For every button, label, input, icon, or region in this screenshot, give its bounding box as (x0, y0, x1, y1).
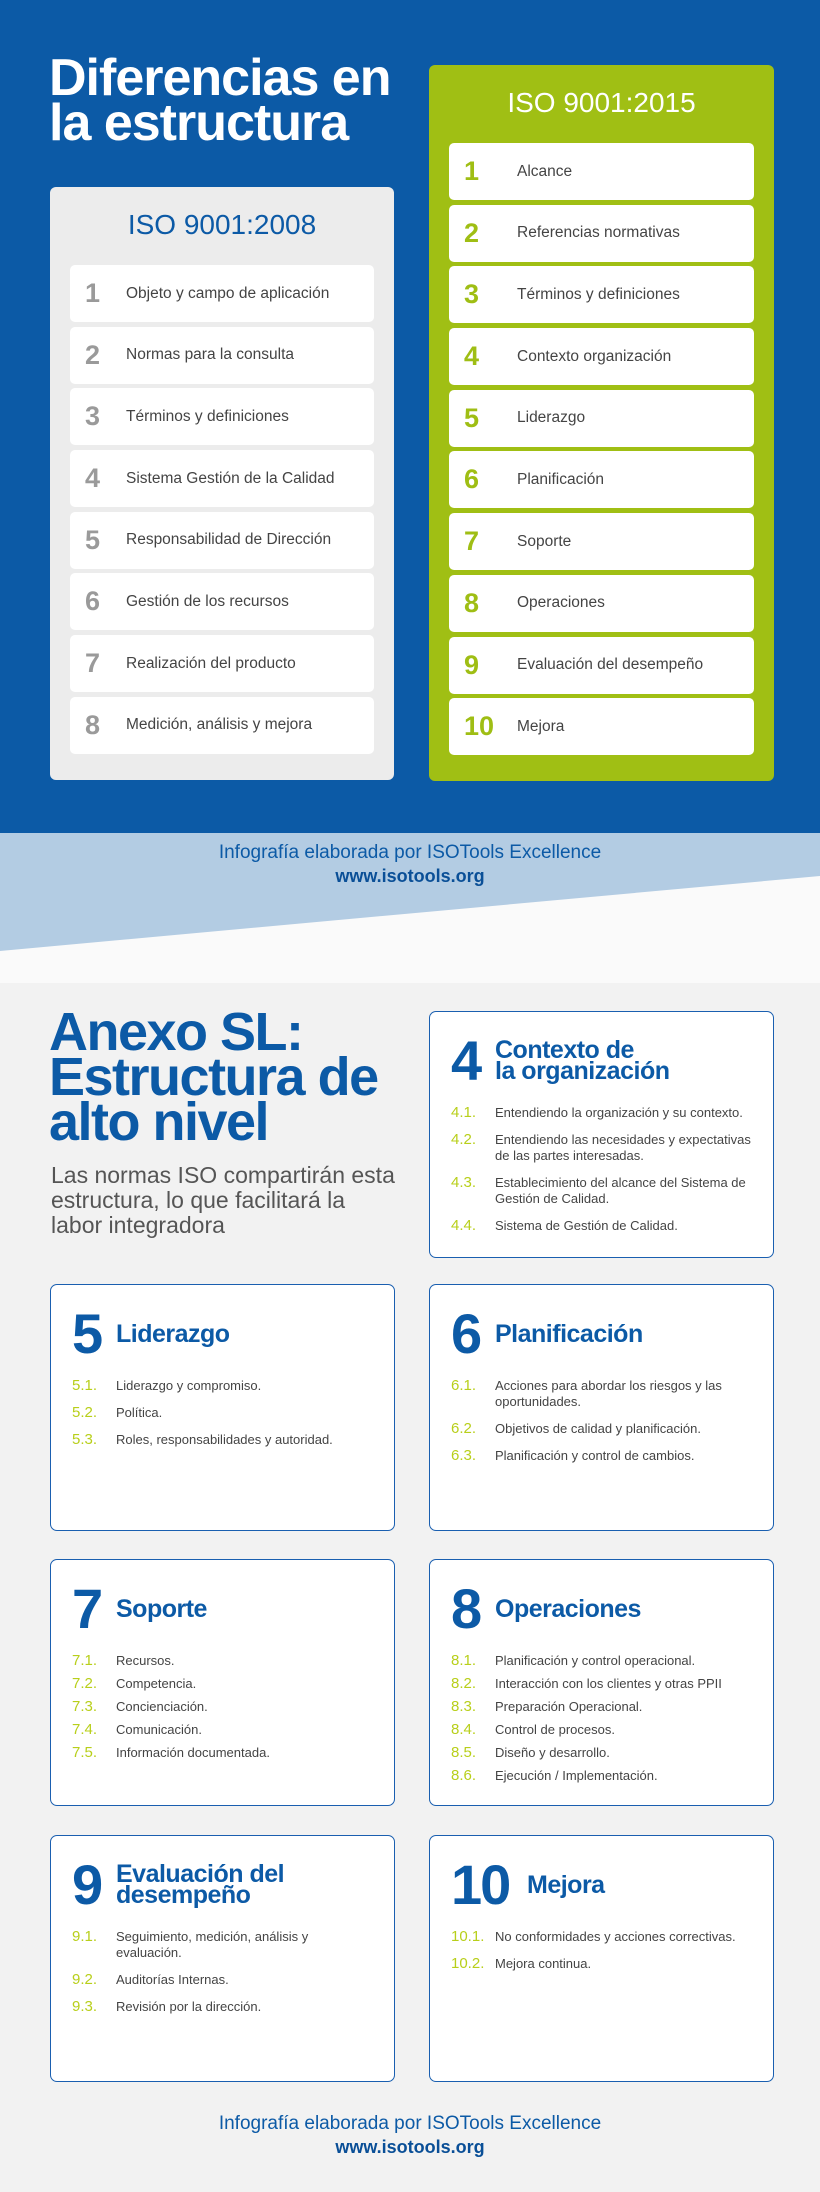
subclause-text: Información documentada. (116, 1745, 270, 1760)
subclause-number: 7.4. (72, 1721, 98, 1738)
clause-row (449, 390, 754, 447)
subclause-number: 4.3. (451, 1174, 477, 1191)
subclause-number: 6.2. (451, 1420, 477, 1437)
subclause-number: 9.2. (72, 1971, 98, 1988)
subclause-item (451, 1378, 753, 1410)
clause-number: 1 (464, 156, 480, 186)
card-title (116, 1860, 285, 1909)
credit-top (0, 841, 820, 887)
title-line: alto nivel (49, 1092, 269, 1152)
subclause-text: Ejecución / Implementación. (495, 1768, 658, 1783)
subclause-text: Preparación Operacional. (495, 1699, 643, 1714)
subclause-number: 8.2. (451, 1675, 477, 1692)
subclause-number: 6.3. (451, 1447, 477, 1464)
clause-card-8 (429, 1559, 774, 1806)
clause-number: 10 (464, 711, 495, 742)
subclause-text: Acciones para abordar los riesgos y las oportunidades. (495, 1378, 722, 1409)
subclause-list (72, 1653, 374, 1761)
card-header (72, 1302, 374, 1365)
iso-2015-panel (429, 65, 774, 781)
credit-bottom (0, 2112, 820, 2158)
card-title-line: Planificación (495, 1319, 643, 1348)
subclause-number: 8.1. (451, 1652, 477, 1669)
subclause-text: Comunicación. (116, 1722, 202, 1737)
subclause-item (72, 1653, 374, 1669)
panel-header: ISO 9001:2015 (507, 87, 696, 118)
clause-label: Referencias normativas (517, 224, 680, 242)
clause-number: 8 (85, 709, 101, 740)
clause-label: Términos y definiciones (126, 407, 289, 425)
clause-number: 6 (85, 586, 101, 617)
subclause-text: Objetivos de calidad y planificación. (495, 1421, 701, 1436)
card-title-line: Operaciones (495, 1594, 641, 1623)
subclause-text: Sistema de Gestión de Calidad. (495, 1218, 678, 1233)
clause-row (70, 327, 374, 384)
clause-label: Liderazgo (517, 409, 586, 427)
subclause-list (72, 1378, 374, 1448)
anexo-subtitle: Las normas ISO compartirán esta estructura, lo que facilitará la labor integradora (51, 1162, 395, 1238)
subclause-item (72, 1378, 374, 1394)
card-title-line: Liderazgo (116, 1319, 230, 1348)
subclause-number: 8.5. (451, 1744, 477, 1761)
subclause-item (451, 1956, 753, 1972)
card-title-line: Mejora (527, 1870, 605, 1899)
subclause-text: No conformidades y acciones correctivas. (495, 1929, 736, 1944)
title-line: Anexo SL: (49, 1002, 303, 1062)
clause-row (70, 573, 374, 630)
subclause-number: 8.6. (451, 1767, 477, 1784)
subclause-text: Auditorías Internas. (116, 1972, 229, 1987)
subclause-item (72, 1405, 374, 1421)
subclause-text: Competencia. (116, 1676, 197, 1691)
card-title-line: Soporte (116, 1594, 207, 1623)
subclause-number: 8.3. (451, 1698, 477, 1715)
subclause-list (451, 1653, 753, 1784)
card-header (451, 1577, 753, 1640)
card-title (495, 1594, 641, 1623)
subclause-item (72, 1722, 374, 1738)
clause-row (449, 205, 754, 262)
clause-label: Términos y definiciones (517, 285, 680, 303)
subclause-text: Concienciación. (116, 1699, 208, 1714)
clause-row (70, 512, 374, 569)
clause-row (449, 266, 754, 323)
title-line: Estructura de (49, 1047, 378, 1107)
subclause-number: 7.2. (72, 1675, 98, 1692)
credit-text: Infografía elaborada por ISOTools Excellence (218, 842, 602, 863)
clause-card-6 (429, 1284, 774, 1531)
title-line: la estructura (49, 94, 349, 152)
card-header (72, 1853, 374, 1916)
subclause-list (451, 1378, 753, 1464)
subclause-item (72, 1972, 374, 1988)
card-title-line: Evaluación del (116, 1860, 285, 1888)
card-title (495, 1036, 670, 1085)
subclause-text: Planificación y control de cambios. (495, 1448, 695, 1463)
clause-number: 3 (464, 279, 480, 310)
subclause-text: Recursos. (116, 1653, 175, 1668)
subclause-text: Diseño y desarrollo. (495, 1745, 610, 1760)
subclause-number: 10.1. (451, 1928, 485, 1945)
subclause-number: 7.3. (72, 1698, 98, 1715)
card-title (527, 1870, 605, 1899)
clause-card-10 (429, 1835, 774, 2082)
subclause-list (72, 1929, 374, 2015)
card-title (116, 1594, 207, 1623)
card-header (451, 1853, 753, 1916)
subclause-text: Entendiendo las necesidades y expectativas de las partes interesadas. (495, 1132, 751, 1163)
card-number: 10 (451, 1853, 510, 1916)
clause-card-9 (50, 1835, 395, 2082)
clause-card-5 (50, 1284, 395, 1531)
clause-row (70, 697, 374, 754)
subclause-text: Interacción con los clientes y otras PPII (495, 1676, 722, 1691)
clause-number: 9 (464, 649, 480, 680)
subclause-text: Entendiendo la organización y su contexto. (495, 1105, 743, 1120)
structure-differences-section (0, 0, 820, 833)
clause-row (449, 451, 754, 508)
clause-label: Mejora (517, 717, 565, 735)
clause-row (449, 513, 754, 570)
subclause-text: Política. (116, 1405, 163, 1420)
title-line: Diferencias en (49, 49, 391, 107)
card-header (451, 1302, 753, 1365)
subclause-number: 4.2. (451, 1131, 477, 1148)
clause-row (449, 328, 754, 385)
subclause-number: 5.1. (72, 1377, 98, 1394)
clause-label: Alcance (517, 162, 573, 180)
clause-row (449, 698, 754, 755)
card-number: 6 (451, 1302, 481, 1365)
clause-row (449, 143, 754, 200)
subclause-item (72, 1745, 374, 1761)
subclause-text: Establecimiento del alcance del Sistema de Gestión de Calidad. (495, 1175, 746, 1206)
subclause-item (451, 1929, 753, 1945)
clause-number: 2 (464, 217, 480, 248)
subclause-item (451, 1676, 753, 1692)
clause-number: 4 (85, 463, 101, 494)
subclause-text: Seguimiento, medición, análisis y evaluación. (116, 1929, 309, 1960)
subclause-item (451, 1653, 753, 1669)
subclause-number: 6.1. (451, 1377, 477, 1394)
clause-label: Operaciones (517, 594, 605, 612)
subclause-item (72, 1432, 374, 1448)
clause-card-4 (429, 1011, 774, 1258)
clause-label: Soporte (517, 532, 572, 550)
clause-label: Normas para la consulta (126, 346, 294, 364)
subclause-item (451, 1421, 753, 1437)
subclause-list (451, 1105, 753, 1234)
subclause-item (451, 1105, 753, 1121)
card-number: 7 (72, 1577, 102, 1640)
clause-number: 1 (85, 278, 101, 308)
subclause-number: 4.4. (451, 1217, 477, 1234)
clause-number: 5 (85, 524, 101, 555)
subclause-item (451, 1218, 753, 1234)
subclause-item (72, 1676, 374, 1692)
clause-row (449, 575, 754, 632)
clause-number: 2 (85, 339, 101, 370)
clause-row (70, 388, 374, 445)
subclause-text: Mejora continua. (495, 1956, 592, 1971)
card-title-line: Contexto de (495, 1036, 634, 1064)
subclause-number: 8.4. (451, 1721, 477, 1738)
clause-label: Responsabilidad de Dirección (126, 531, 332, 549)
subclause-item (451, 1132, 753, 1164)
card-number: 5 (72, 1302, 102, 1365)
card-title-line: la organización (495, 1057, 670, 1085)
credit-url[interactable]: www.isotools.org (335, 866, 485, 886)
clause-number: 6 (464, 464, 480, 495)
subclause-item (451, 1175, 753, 1207)
subclause-item (451, 1448, 753, 1464)
clause-card-7 (50, 1559, 395, 1806)
card-header (451, 1029, 753, 1092)
subclause-number: 5.2. (72, 1404, 98, 1421)
clause-number: 4 (464, 341, 480, 372)
clause-number: 8 (464, 587, 480, 618)
subclause-item (451, 1745, 753, 1761)
card-number: 4 (451, 1029, 481, 1092)
clause-label: Objeto y campo de aplicación (126, 284, 330, 302)
subclause-text: Revisión por la dirección. (116, 1999, 262, 2014)
subclause-text: Planificación y control operacional. (495, 1653, 696, 1668)
clause-number: 5 (464, 402, 480, 433)
subclause-item (72, 1699, 374, 1715)
section-title (49, 49, 391, 152)
subclause-item (451, 1768, 753, 1784)
clause-number: 7 (464, 526, 480, 557)
clause-label: Sistema Gestión de la Calidad (126, 469, 335, 487)
clause-number: 3 (85, 401, 101, 432)
clause-label: Evaluación del desempeño (517, 656, 704, 673)
anexo-title (49, 1002, 378, 1152)
subclause-text: Liderazgo y compromiso. (116, 1378, 262, 1393)
subclause-text: Control de procesos. (495, 1722, 615, 1737)
subclause-text: Roles, responsabilidades y autoridad. (116, 1432, 333, 1447)
subclause-item (72, 1929, 374, 1961)
subclause-number: 7.5. (72, 1744, 98, 1761)
clause-label: Realización del producto (126, 654, 296, 672)
card-number: 8 (451, 1577, 481, 1640)
clause-label: Medición, análisis y mejora (126, 716, 313, 734)
clause-label: Contexto organización (517, 347, 672, 365)
credit-url[interactable]: www.isotools.org (335, 2137, 485, 2157)
clause-row (449, 637, 754, 694)
subclause-number: 10.2. (451, 1955, 485, 1972)
card-title (116, 1319, 230, 1348)
subclause-number: 7.1. (72, 1652, 98, 1669)
card-header (72, 1577, 374, 1640)
card-number: 9 (72, 1853, 102, 1916)
subclause-number: 9.3. (72, 1998, 98, 2015)
credit-text: Infografía elaborada por ISOTools Excellence (218, 2113, 602, 2134)
panel-header: ISO 9001:2008 (127, 209, 317, 240)
clause-row (70, 450, 374, 507)
subclause-number: 9.1. (72, 1928, 98, 1945)
clause-label: Gestión de los recursos (126, 592, 289, 610)
clause-label: Planificación (517, 470, 605, 488)
subclause-number: 4.1. (451, 1104, 477, 1121)
subclause-item (451, 1699, 753, 1715)
subclause-item (72, 1999, 374, 2015)
card-title-line: desempeño (116, 1881, 251, 1909)
clause-row (70, 265, 374, 322)
clause-row (70, 635, 374, 692)
subclause-number: 5.3. (72, 1431, 98, 1448)
iso-2008-panel (50, 187, 394, 780)
clause-number: 7 (85, 648, 101, 679)
subclause-item (451, 1722, 753, 1738)
card-title (495, 1319, 643, 1348)
subclause-list (451, 1929, 753, 1972)
